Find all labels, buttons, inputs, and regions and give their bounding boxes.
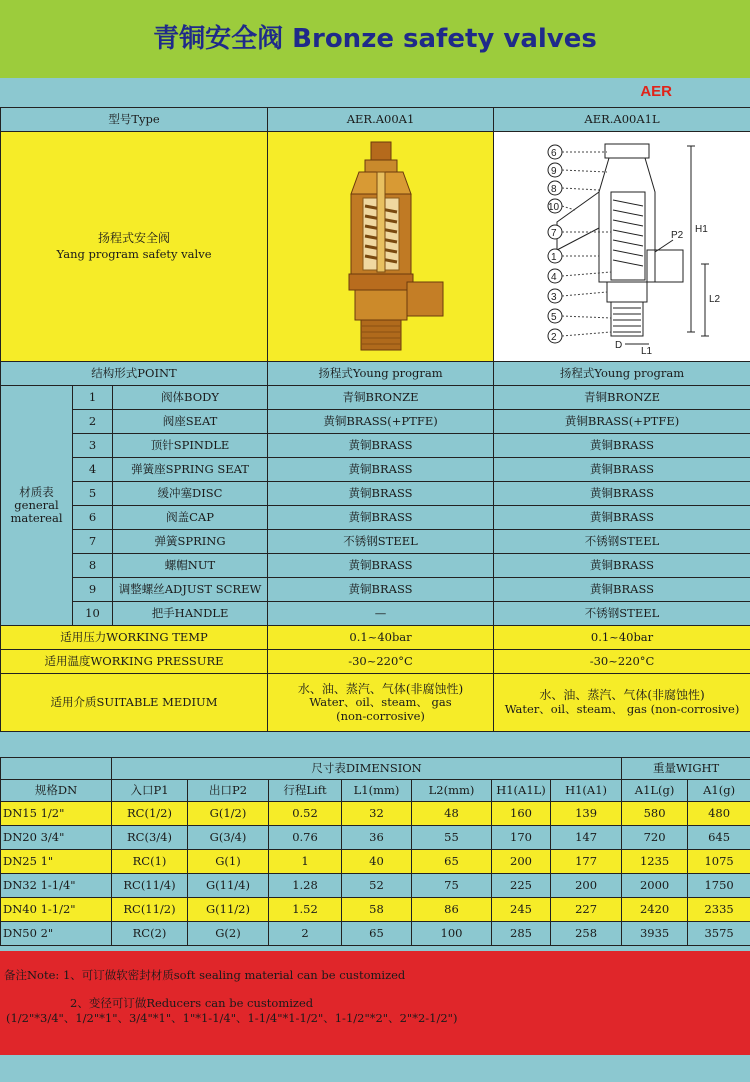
medium-label: 适用介质SUITABLE MEDIUM [1, 674, 268, 732]
page-title: 青铜安全阀 Bronze safety valves [153, 24, 597, 54]
material-b: 黄铜BRASS [494, 482, 750, 506]
table-cell: RC(11/2) [112, 898, 188, 922]
table-cell: G(1/2) [188, 802, 269, 826]
note-line-3: (1/2"*3/4"、1/2"*1"、3/4"*1"、1"*1-1/4"、1-1/4"*1-1/2"、1-1/2"*2"、2"*2-1/2") [6, 1011, 458, 1025]
type-label: 型号Type [1, 108, 268, 132]
material-b: 不锈钢STEEL [494, 530, 750, 554]
material-no: 10 [73, 602, 113, 626]
brand-band [0, 78, 750, 106]
weight-title: 重量WIGHT [622, 758, 750, 780]
dim-l2: L2 [708, 294, 720, 305]
material-b: 黄铜BRASS [494, 506, 750, 530]
medium-b [494, 674, 750, 732]
column-header: 规格DN [1, 780, 112, 802]
table-cell: 720 [622, 826, 688, 850]
table-cell: 200 [551, 874, 622, 898]
table-cell: 480 [688, 802, 750, 826]
column-header: 行程Lift [269, 780, 342, 802]
table-cell: 0.76 [269, 826, 342, 850]
table-cell: 200 [492, 850, 551, 874]
material-no: 8 [73, 554, 113, 578]
drawing-callouts [548, 145, 562, 343]
model-b: AER.A00A1L [494, 108, 750, 132]
table-cell: 2420 [622, 898, 688, 922]
svg-text:3: 3 [550, 292, 557, 303]
table-cell: G(2) [188, 922, 269, 946]
table-cell: 2000 [622, 874, 688, 898]
material-no: 3 [73, 434, 113, 458]
table-cell: 225 [492, 874, 551, 898]
material-b: 黄铜BRASS [494, 434, 750, 458]
medium-b-en: Water、oil、steam、 gas (non-corrosive) [504, 702, 740, 716]
table-cell: RC(1/2) [112, 802, 188, 826]
table-row [1, 922, 750, 946]
table-cell: 1075 [688, 850, 750, 874]
pressure-b: -30~220°C [494, 650, 750, 674]
table-cell: 32 [342, 802, 412, 826]
material-a: 不锈钢STEEL [268, 530, 494, 554]
table-row [1, 802, 750, 826]
pressure-label: 适用温度WORKING PRESSURE [1, 650, 268, 674]
table-cell: RC(2) [112, 922, 188, 946]
material-part: 螺帽NUT [113, 554, 268, 578]
table-cell: 645 [688, 826, 750, 850]
table-cell: RC(3/4) [112, 826, 188, 850]
column-header: L1(mm) [342, 780, 412, 802]
table-cell: 1.28 [269, 874, 342, 898]
table-cell: DN15 1/2" [1, 802, 112, 826]
material-b: 黄铜BRASS [494, 578, 750, 602]
material-no: 7 [73, 530, 113, 554]
column-header: A1(g) [688, 780, 750, 802]
valve-drawing [495, 132, 750, 358]
material-b: 黄铜BRASS [494, 554, 750, 578]
table-cell: G(11/4) [188, 874, 269, 898]
table-cell: 227 [551, 898, 622, 922]
page-header [0, 0, 750, 78]
table-cell: 65 [412, 850, 492, 874]
dim-p2: P2 [670, 230, 683, 241]
svg-text:7: 7 [550, 228, 557, 239]
material-b: 青铜BRONZE [494, 386, 750, 410]
table-cell: 139 [551, 802, 622, 826]
note-line-1: 备注Note: 1、可订做软密封材质soft sealing material can be customized [4, 968, 406, 982]
table-cell: RC(1) [112, 850, 188, 874]
material-part: 弹簧SPRING [113, 530, 268, 554]
material-part: 调整螺丝ADJUST SCREW [113, 578, 268, 602]
dim-l1: L1 [640, 346, 652, 357]
column-header: A1L(g) [622, 780, 688, 802]
material-part: 阀体BODY [113, 386, 268, 410]
table-cell: 55 [412, 826, 492, 850]
note-line-2: 2、变径可订做Reducers can be customized [70, 996, 314, 1010]
table-cell: 3935 [622, 922, 688, 946]
pressure-a: -30~220°C [268, 650, 494, 674]
medium-a [268, 674, 494, 732]
material-a: 黄铜BRASS [268, 458, 494, 482]
material-part: 缓冲塞DISC [113, 482, 268, 506]
table-cell: 2335 [688, 898, 750, 922]
material-b: 不锈钢STEEL [494, 602, 750, 626]
product-name-en: Yang program safety valve [56, 246, 212, 261]
table-cell: 147 [551, 826, 622, 850]
medium-a-en2: (non-corrosive) [336, 708, 425, 723]
material-a: 黄铜BRASS(+PTFE) [268, 410, 494, 434]
spec-table [0, 107, 750, 732]
table-cell: 1235 [622, 850, 688, 874]
notes-section [0, 951, 750, 1055]
table-cell: 75 [412, 874, 492, 898]
dim-d: D [614, 340, 622, 351]
table-row [1, 850, 750, 874]
table-cell: RC(11/4) [112, 874, 188, 898]
material-a: 黄铜BRASS [268, 554, 494, 578]
table-cell: G(3/4) [188, 826, 269, 850]
column-header: 入口P1 [112, 780, 188, 802]
material-part: 阀盖CAP [113, 506, 268, 530]
material-no: 4 [73, 458, 113, 482]
table-row [1, 874, 750, 898]
material-no: 5 [73, 482, 113, 506]
point-label: 结构形式POINT [1, 362, 268, 386]
svg-text:6: 6 [550, 148, 557, 159]
temp-a: 0.1~40bar [268, 626, 494, 650]
section-gap [0, 732, 750, 757]
table-cell: 2 [269, 922, 342, 946]
material-label [1, 386, 73, 626]
table-cell: 36 [342, 826, 412, 850]
material-a: 黄铜BRASS [268, 434, 494, 458]
table-cell: 65 [342, 922, 412, 946]
svg-text:10: 10 [547, 202, 559, 213]
material-b: 黄铜BRASS(+PTFE) [494, 410, 750, 434]
temp-label: 适用压力WORKING TEMP [1, 626, 268, 650]
table-cell: 1.52 [269, 898, 342, 922]
table-cell: 58 [342, 898, 412, 922]
table-cell: DN40 1-1/2" [1, 898, 112, 922]
table-cell: DN50 2" [1, 922, 112, 946]
valve-drawing-cell [494, 132, 750, 362]
table-cell: G(11/2) [188, 898, 269, 922]
table-cell: 1 [269, 850, 342, 874]
model-a: AER.A00A1 [268, 108, 494, 132]
product-name-cn: 扬程式安全阀 [98, 231, 171, 246]
table-cell: DN25 1" [1, 850, 112, 874]
table-cell: 40 [342, 850, 412, 874]
material-a: 黄铜BRASS [268, 578, 494, 602]
svg-text:9: 9 [550, 166, 557, 177]
material-part: 弹簧座SPRING SEAT [113, 458, 268, 482]
material-no: 6 [73, 506, 113, 530]
table-cell: 160 [492, 802, 551, 826]
medium-a-cn: 水、油、蒸汽、气体(非腐蚀性) [297, 681, 464, 696]
table-cell: 3575 [688, 922, 750, 946]
svg-text:2: 2 [550, 332, 557, 343]
table-cell: DN32 1-1/4" [1, 874, 112, 898]
table-cell: 245 [492, 898, 551, 922]
table-cell: 100 [412, 922, 492, 946]
table-cell: 285 [492, 922, 551, 946]
svg-text:8: 8 [550, 184, 557, 195]
material-no: 1 [73, 386, 113, 410]
valve-photo [269, 132, 493, 358]
table-row [1, 826, 750, 850]
table-cell: DN20 3/4" [1, 826, 112, 850]
medium-a-en1: Water、oil、steam、 gas [309, 695, 452, 710]
material-no: 9 [73, 578, 113, 602]
table-cell: 1750 [688, 874, 750, 898]
product-name-cell [1, 132, 268, 362]
column-header: H1(A1) [551, 780, 622, 802]
svg-text:5: 5 [550, 312, 557, 323]
table-cell: 48 [412, 802, 492, 826]
dimension-table [0, 757, 750, 946]
table-cell: 258 [551, 922, 622, 946]
table-row [1, 898, 750, 922]
brand-label: AER [640, 83, 672, 100]
footer-band [0, 1055, 750, 1082]
material-label-cn: 材质表 [19, 484, 54, 499]
table-cell: 0.52 [269, 802, 342, 826]
dimension-title: 尺寸表DIMENSION [112, 758, 622, 780]
table-cell: 580 [622, 802, 688, 826]
table-cell: G(1) [188, 850, 269, 874]
column-header: 出口P2 [188, 780, 269, 802]
point-a: 扬程式Young program [268, 362, 494, 386]
material-part: 顶针SPINDLE [113, 434, 268, 458]
valve-photo-cell [268, 132, 494, 362]
medium-b-cn: 水、油、蒸汽、气体(非腐蚀性) [539, 688, 705, 703]
temp-b: 0.1~40bar [494, 626, 750, 650]
column-header: L2(mm) [412, 780, 492, 802]
material-b: 黄铜BRASS [494, 458, 750, 482]
svg-text:1: 1 [550, 252, 557, 263]
material-label-en: general matereal [10, 498, 63, 526]
material-a: 青铜BRONZE [268, 386, 494, 410]
table-cell: 177 [551, 850, 622, 874]
material-a: 黄铜BRASS [268, 506, 494, 530]
table-cell: 170 [492, 826, 551, 850]
table-cell: 52 [342, 874, 412, 898]
point-b: 扬程式Young program [494, 362, 750, 386]
material-a: — [268, 602, 494, 626]
dim-h1: H1 [694, 224, 708, 235]
column-header: H1(A1L) [492, 780, 551, 802]
material-a: 黄铜BRASS [268, 482, 494, 506]
svg-text:4: 4 [550, 272, 557, 283]
material-no: 2 [73, 410, 113, 434]
material-part: 把手HANDLE [113, 602, 268, 626]
material-part: 阀座SEAT [113, 410, 268, 434]
table-cell: 86 [412, 898, 492, 922]
